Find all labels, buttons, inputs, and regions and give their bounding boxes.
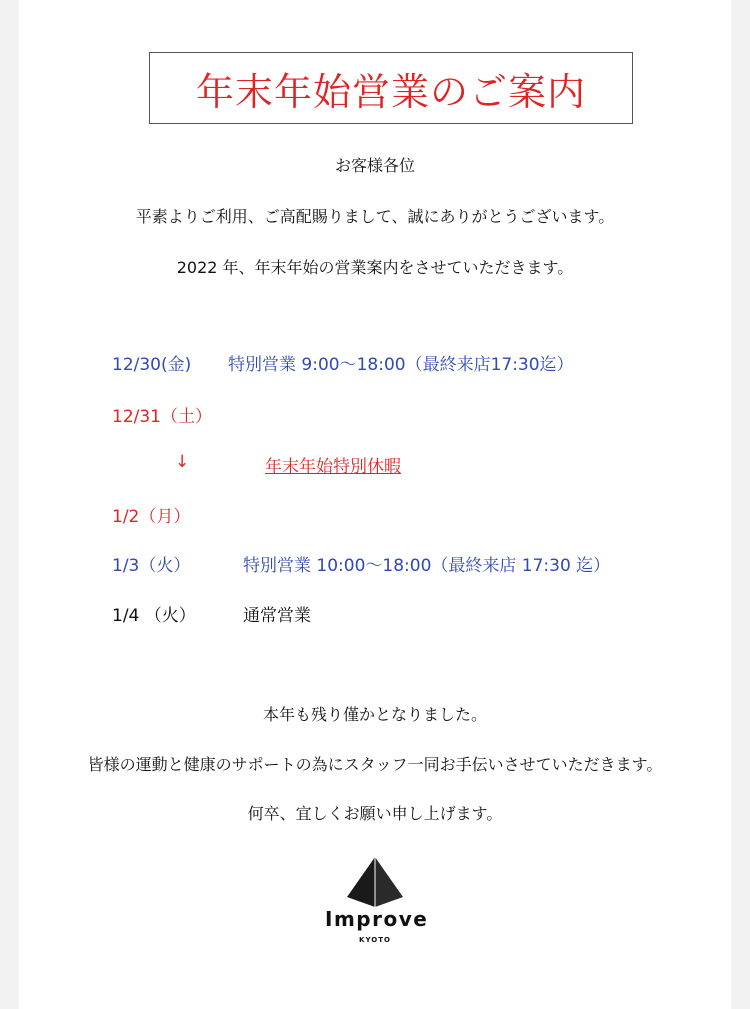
logo-subtitle: KYOTO [359,936,391,944]
holiday-label: 年末年始特別休暇 [265,457,401,477]
pyramid-icon [325,855,425,907]
closing-line-3: 何卒、宜しくお願い申し上げます。 [247,804,503,823]
closing-line-1: 本年も残り僅かとなりました。 [262,705,487,724]
schedule-date-0104: 1/4 （火） [112,606,196,626]
schedule-detail-0103: 特別営業 10:00～18:00（最終来店 17:30 迄） [243,556,611,576]
schedule-date-0102: 1/2（月） [112,507,191,527]
arrow-down-icon: ↓ [175,452,190,472]
greeting: お客様各位 [334,156,415,175]
intro-line-1: 平素よりご利用、ご高配賜りまして、誠にありがとうございます。 [135,207,615,226]
improve-logo [325,855,429,955]
schedule-date-1230: 12/30(金) [112,355,192,375]
title-box [149,52,633,124]
schedule-detail-0104: 通常営業 [243,606,311,626]
closing-line-2: 皆様の運動と健康のサポートの為にスタッフ一同お手伝いさせていただきます。 [87,755,663,774]
schedule-detail-1230: 特別営業 9:00～18:00（最終来店17:30迄） [228,355,574,375]
intro-line-2: 2022 年、年末年始の営業案内をさせていただきます。 [176,258,574,277]
schedule-date-1231: 12/31（土） [112,407,212,427]
schedule-date-0103: 1/3（火） [112,556,191,576]
page-title: 年末年始営業のご案内 [195,69,586,114]
logo-wordmark: Improve [325,907,429,931]
